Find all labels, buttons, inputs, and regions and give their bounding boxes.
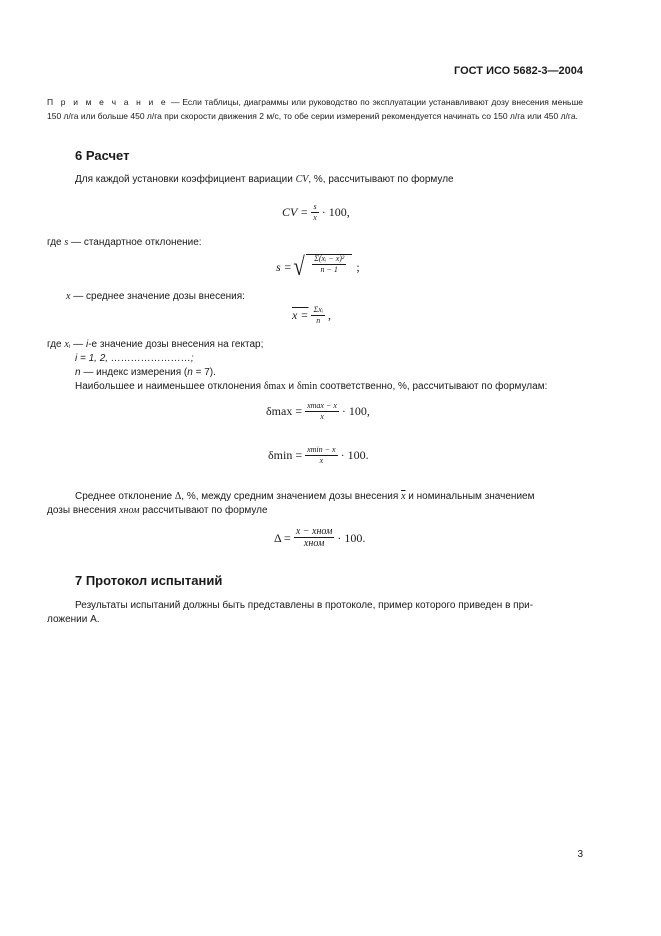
avg-delta: Δ bbox=[174, 491, 182, 502]
note-label: П р и м е ч а н и е bbox=[47, 97, 169, 107]
avg-xbar: $\overline{x}$ bbox=[401, 491, 406, 502]
intro-var-cv: CV bbox=[295, 174, 309, 185]
formula-xbar-num: Σxᵢ bbox=[313, 305, 324, 314]
radical-sign: √ bbox=[293, 252, 305, 281]
deviation-text bbox=[75, 380, 547, 395]
formula-s-sqrt bbox=[292, 254, 353, 280]
n-definition bbox=[75, 366, 216, 381]
where-xi-var: xᵢ bbox=[64, 339, 71, 350]
where-xi-c: -е значение дозы внесения на гектар; bbox=[88, 339, 264, 350]
formula-dmin-rhs: · 100. bbox=[340, 448, 369, 463]
section-7-text-line-2: ложении А. bbox=[47, 614, 100, 625]
formula-xbar-lhs: x = bbox=[292, 308, 309, 323]
note-paragraph bbox=[47, 96, 583, 123]
avg-b: , %, между средним значением дозы внесения bbox=[181, 491, 402, 502]
formula-cv bbox=[282, 203, 350, 222]
formula-dmin-lhs: δmin = bbox=[268, 448, 303, 463]
formula-delta-num: x − xном bbox=[295, 526, 333, 537]
avg-deviation-line-1 bbox=[75, 490, 534, 505]
formula-dmax-lhs: δmax = bbox=[266, 404, 303, 419]
formula-s-lhs: s = bbox=[276, 259, 292, 274]
formula-delta bbox=[274, 526, 365, 550]
formula-dmin-fraction bbox=[305, 446, 338, 465]
where-xi-line bbox=[47, 338, 263, 353]
formula-dmin-den: x bbox=[319, 455, 324, 465]
n-def-d: = 7). bbox=[192, 367, 216, 378]
formula-s-den: n − 1 bbox=[320, 264, 338, 274]
formula-delta-den: xном bbox=[303, 538, 325, 549]
formula-dmin-num: xmin − x bbox=[307, 445, 336, 454]
dev-text-a: Наибольшее и наименьшее отклонения bbox=[75, 381, 264, 392]
n-var-a: n bbox=[75, 367, 81, 378]
dev-and: и bbox=[285, 381, 297, 392]
dev-dmin: δmin bbox=[296, 381, 318, 392]
section-6-intro bbox=[75, 173, 454, 188]
intro-text-a: Для каждой установки коэффициент вариации bbox=[75, 174, 296, 185]
formula-delta-fraction bbox=[294, 526, 335, 550]
formula-xbar-rhs: , bbox=[328, 308, 332, 323]
avg-deviation-line-2 bbox=[47, 504, 268, 519]
avg-a: Среднее отклонение bbox=[75, 491, 175, 502]
where-s-a: где bbox=[47, 237, 65, 248]
formula-dmax bbox=[266, 402, 370, 421]
intro-text-b: , %, рассчитывают по формуле bbox=[308, 174, 454, 185]
n-def-b: — индекс измерения ( bbox=[80, 367, 188, 378]
formula-dmax-num: xmax − x bbox=[307, 401, 337, 410]
dev-text-b: соответственно, %, рассчитывают по формулам: bbox=[317, 381, 548, 392]
x-var: x bbox=[66, 291, 71, 302]
formula-s bbox=[276, 254, 360, 280]
document-id: ГОСТ ИСО 5682-3—2004 bbox=[453, 65, 583, 77]
formula-cv-den: x bbox=[313, 212, 317, 222]
n-var-c: n bbox=[187, 367, 193, 378]
avg-line2-a: дозы внесения bbox=[47, 505, 120, 516]
formula-cv-lhs: CV = bbox=[282, 205, 309, 220]
formula-s-fraction bbox=[312, 255, 346, 274]
section-7-text-line-1: Результаты испытаний должны быть представлены в протоколе, пример которого приведен в при- bbox=[75, 600, 534, 611]
formula-dmin bbox=[268, 446, 369, 465]
where-s-b: — стандартное отклонение: bbox=[68, 237, 202, 248]
formula-xbar bbox=[292, 306, 331, 325]
formula-s-rhs: ; bbox=[356, 259, 360, 274]
formula-dmax-fraction bbox=[305, 402, 339, 421]
x-def-text: — среднее значение дозы внесения: bbox=[70, 291, 245, 302]
where-xi-i: i bbox=[85, 339, 89, 350]
formula-dmax-rhs: · 100, bbox=[341, 404, 370, 419]
formula-xbar-fraction bbox=[311, 306, 325, 325]
page-number: 3 bbox=[577, 849, 583, 860]
section-6-title: 6 Расчет bbox=[75, 148, 130, 163]
formula-s-num: Σ(xᵢ − x)² bbox=[314, 254, 345, 263]
i-definition: i = 1, 2, ……………………; bbox=[75, 353, 194, 364]
x-definition bbox=[66, 290, 245, 305]
formula-xbar-den: n bbox=[316, 315, 321, 325]
dev-dmax: δmax bbox=[263, 381, 286, 392]
avg-c: и номинальным значением bbox=[405, 491, 535, 502]
formula-cv-fraction bbox=[311, 203, 319, 222]
formula-delta-rhs: · 100. bbox=[337, 530, 366, 545]
formula-cv-rhs: · 100, bbox=[321, 205, 350, 220]
where-xi-b: — bbox=[70, 339, 86, 350]
formula-cv-num: s bbox=[313, 202, 317, 211]
note-text: — Если таблицы, диаграммы или руководство по эксплуатации устанавливают дозу внесения меньше 150 л/га или больше 450 л/га при скорости движения 2 м/с, то обе серии измерений рекомендуется начинать со 150 л/га или 450 л/га. bbox=[47, 97, 583, 121]
where-s-line bbox=[47, 236, 202, 251]
formula-delta-lhs: Δ = bbox=[274, 530, 291, 545]
formula-dmax-den: x bbox=[320, 411, 324, 421]
where-xi-a: где bbox=[47, 339, 65, 350]
avg-line2-b: рассчитывают по формуле bbox=[139, 505, 268, 516]
avg-line2-var: xном bbox=[119, 505, 140, 516]
where-s-var: s bbox=[64, 237, 69, 248]
section-7-title: 7 Протокол испытаний bbox=[75, 573, 223, 588]
